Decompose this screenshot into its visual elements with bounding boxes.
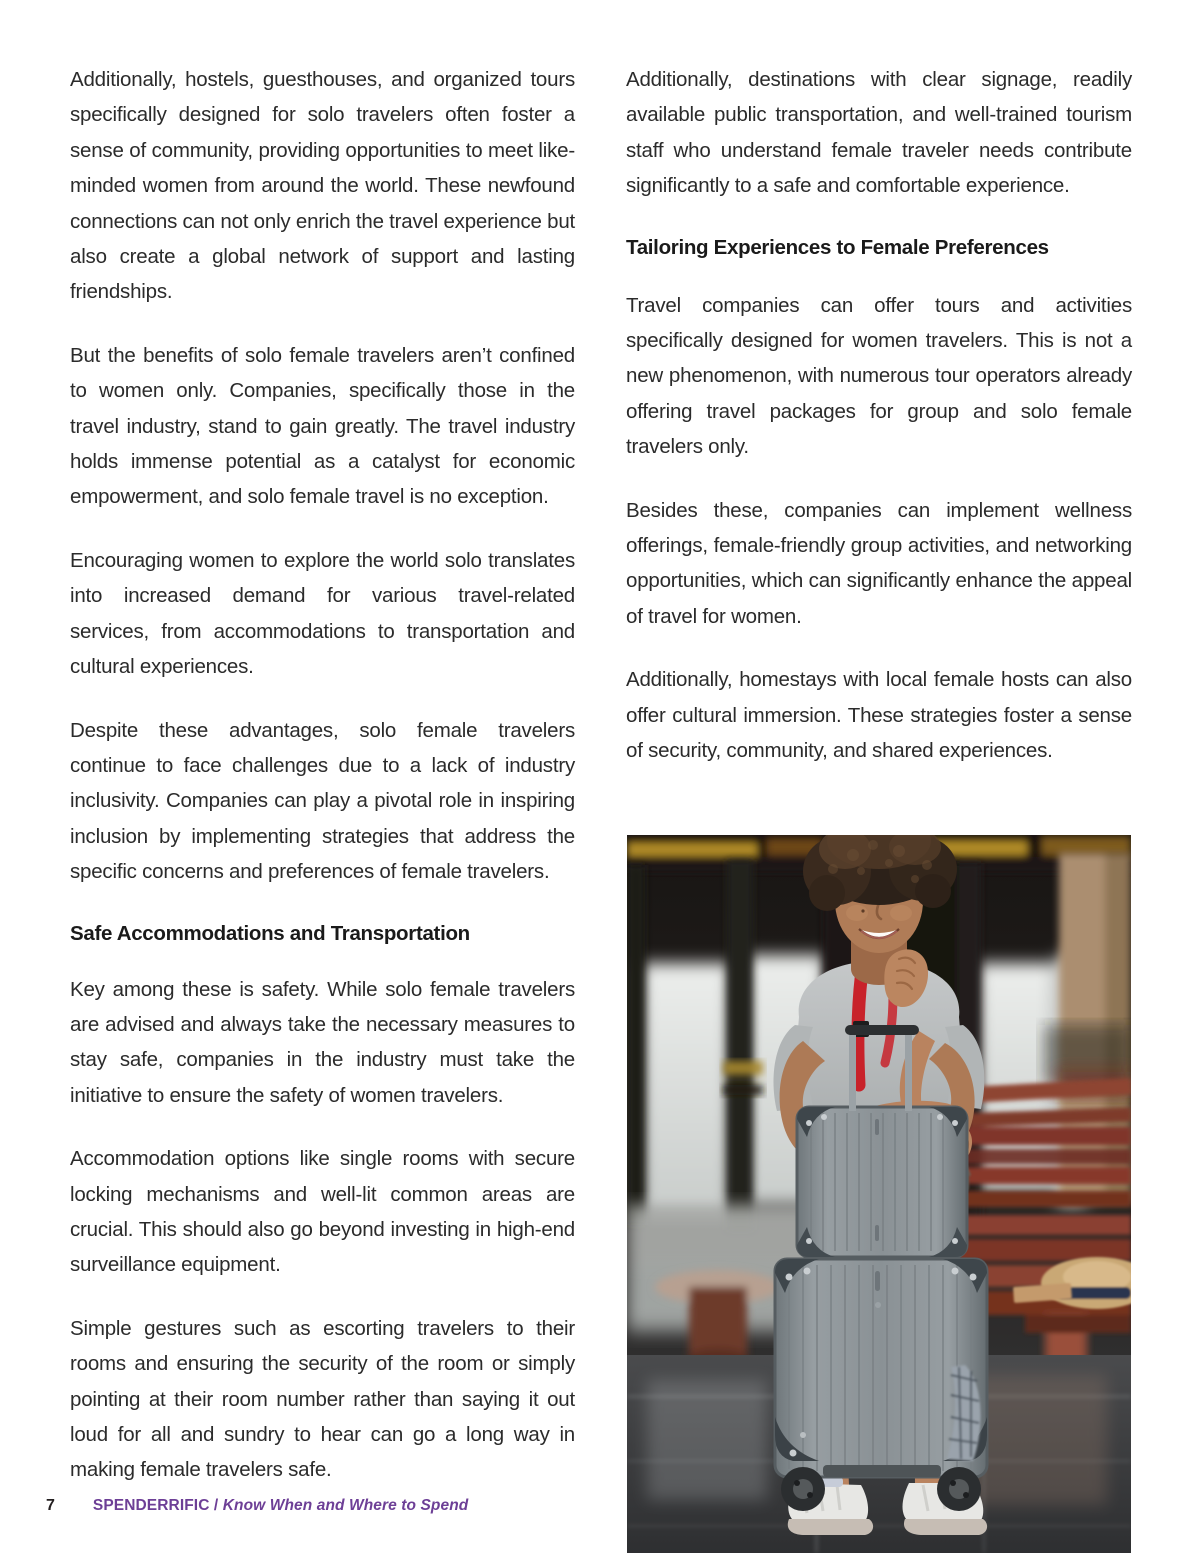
paragraph: Encouraging women to explore the world solo translates into increased demand for various travel-related services, from accommodations to transportation and cultural experiences. bbox=[70, 548, 575, 679]
paragraph: Key among these is safety. While solo female travelers are advised and always take the necessary measures to stay safe, companies in the industry must take the initiative to ensure the safety of women travelers. bbox=[70, 977, 575, 1107]
section-heading-tailoring-experiences: Tailoring Experiences to Female Preferences bbox=[626, 235, 1049, 259]
section-heading-safe-accommodations: Safe Accommodations and Transportation bbox=[70, 921, 470, 945]
paragraph: Despite these advantages, solo female travelers continue to face challenges due to a lack of industry inclusivity. Companies can play a pivotal role in inspiring inclusion by implementing strategies that address the specific concerns and preferences of female travelers. bbox=[70, 718, 575, 884]
footer-brand bbox=[93, 1497, 468, 1515]
paragraph: Additionally, destinations with clear signage, readily available public transportation, and well-trained tourism staff who understand female traveler needs contribute significantly to a safe and comfortable experience. bbox=[626, 68, 1132, 198]
smiling-female-solo-traveler-with-luggage-photo bbox=[627, 835, 1131, 1553]
paragraph: Travel companies can offer tours and activities specifically designed for women travelers. This is not a new phenomenon, with numerous tour operators already offering travel packages for group and solo female travelers only. bbox=[626, 293, 1132, 459]
paragraph: But the benefits of solo female travelers aren’t confined to women only. Companies, specifically those in the travel industry, stand to gain greatly. The travel industry holds immense potential as a catalyst for economic empowerment, and solo female travel is no exception. bbox=[70, 343, 575, 509]
page-number: 7 bbox=[46, 1497, 55, 1514]
paragraph: Accommodation options like single rooms with secure locking mechanisms and well-lit common areas are crucial. This should also go beyond investing in high-end surveillance equipment. bbox=[70, 1147, 575, 1277]
footer-brand-tagline: Know When and Where to Spend bbox=[222, 1497, 469, 1514]
paragraph: Besides these, companies can implement wellness offerings, female-friendly group activities, and networking opportunities, which can significantly enhance the appeal of travel for women. bbox=[626, 498, 1132, 628]
paragraph: Additionally, hostels, guesthouses, and organized tours specifically designed for solo travelers often foster a sense of community, providing opportunities to meet like-minded women from around the world. These newfound connections can not only enrich the travel experience but also create a global network of support and lasting friendships. bbox=[70, 68, 575, 304]
right-column bbox=[626, 62, 1132, 769]
page-footer bbox=[46, 1497, 468, 1515]
footer-brand-name: SPENDERRIFIC / bbox=[92, 1497, 223, 1514]
left-column bbox=[70, 62, 575, 1488]
paragraph: Additionally, homestays with local female hosts can also offer cultural immersion. These strategies foster a sense of security, community, and shared experiences. bbox=[626, 668, 1132, 763]
paragraph: Simple gestures such as escorting travelers to their rooms and ensuring the security of the room or simply pointing at their room number rather than saying it out loud for all and sundry to hear can go a long way in making female travelers safe. bbox=[70, 1316, 575, 1482]
